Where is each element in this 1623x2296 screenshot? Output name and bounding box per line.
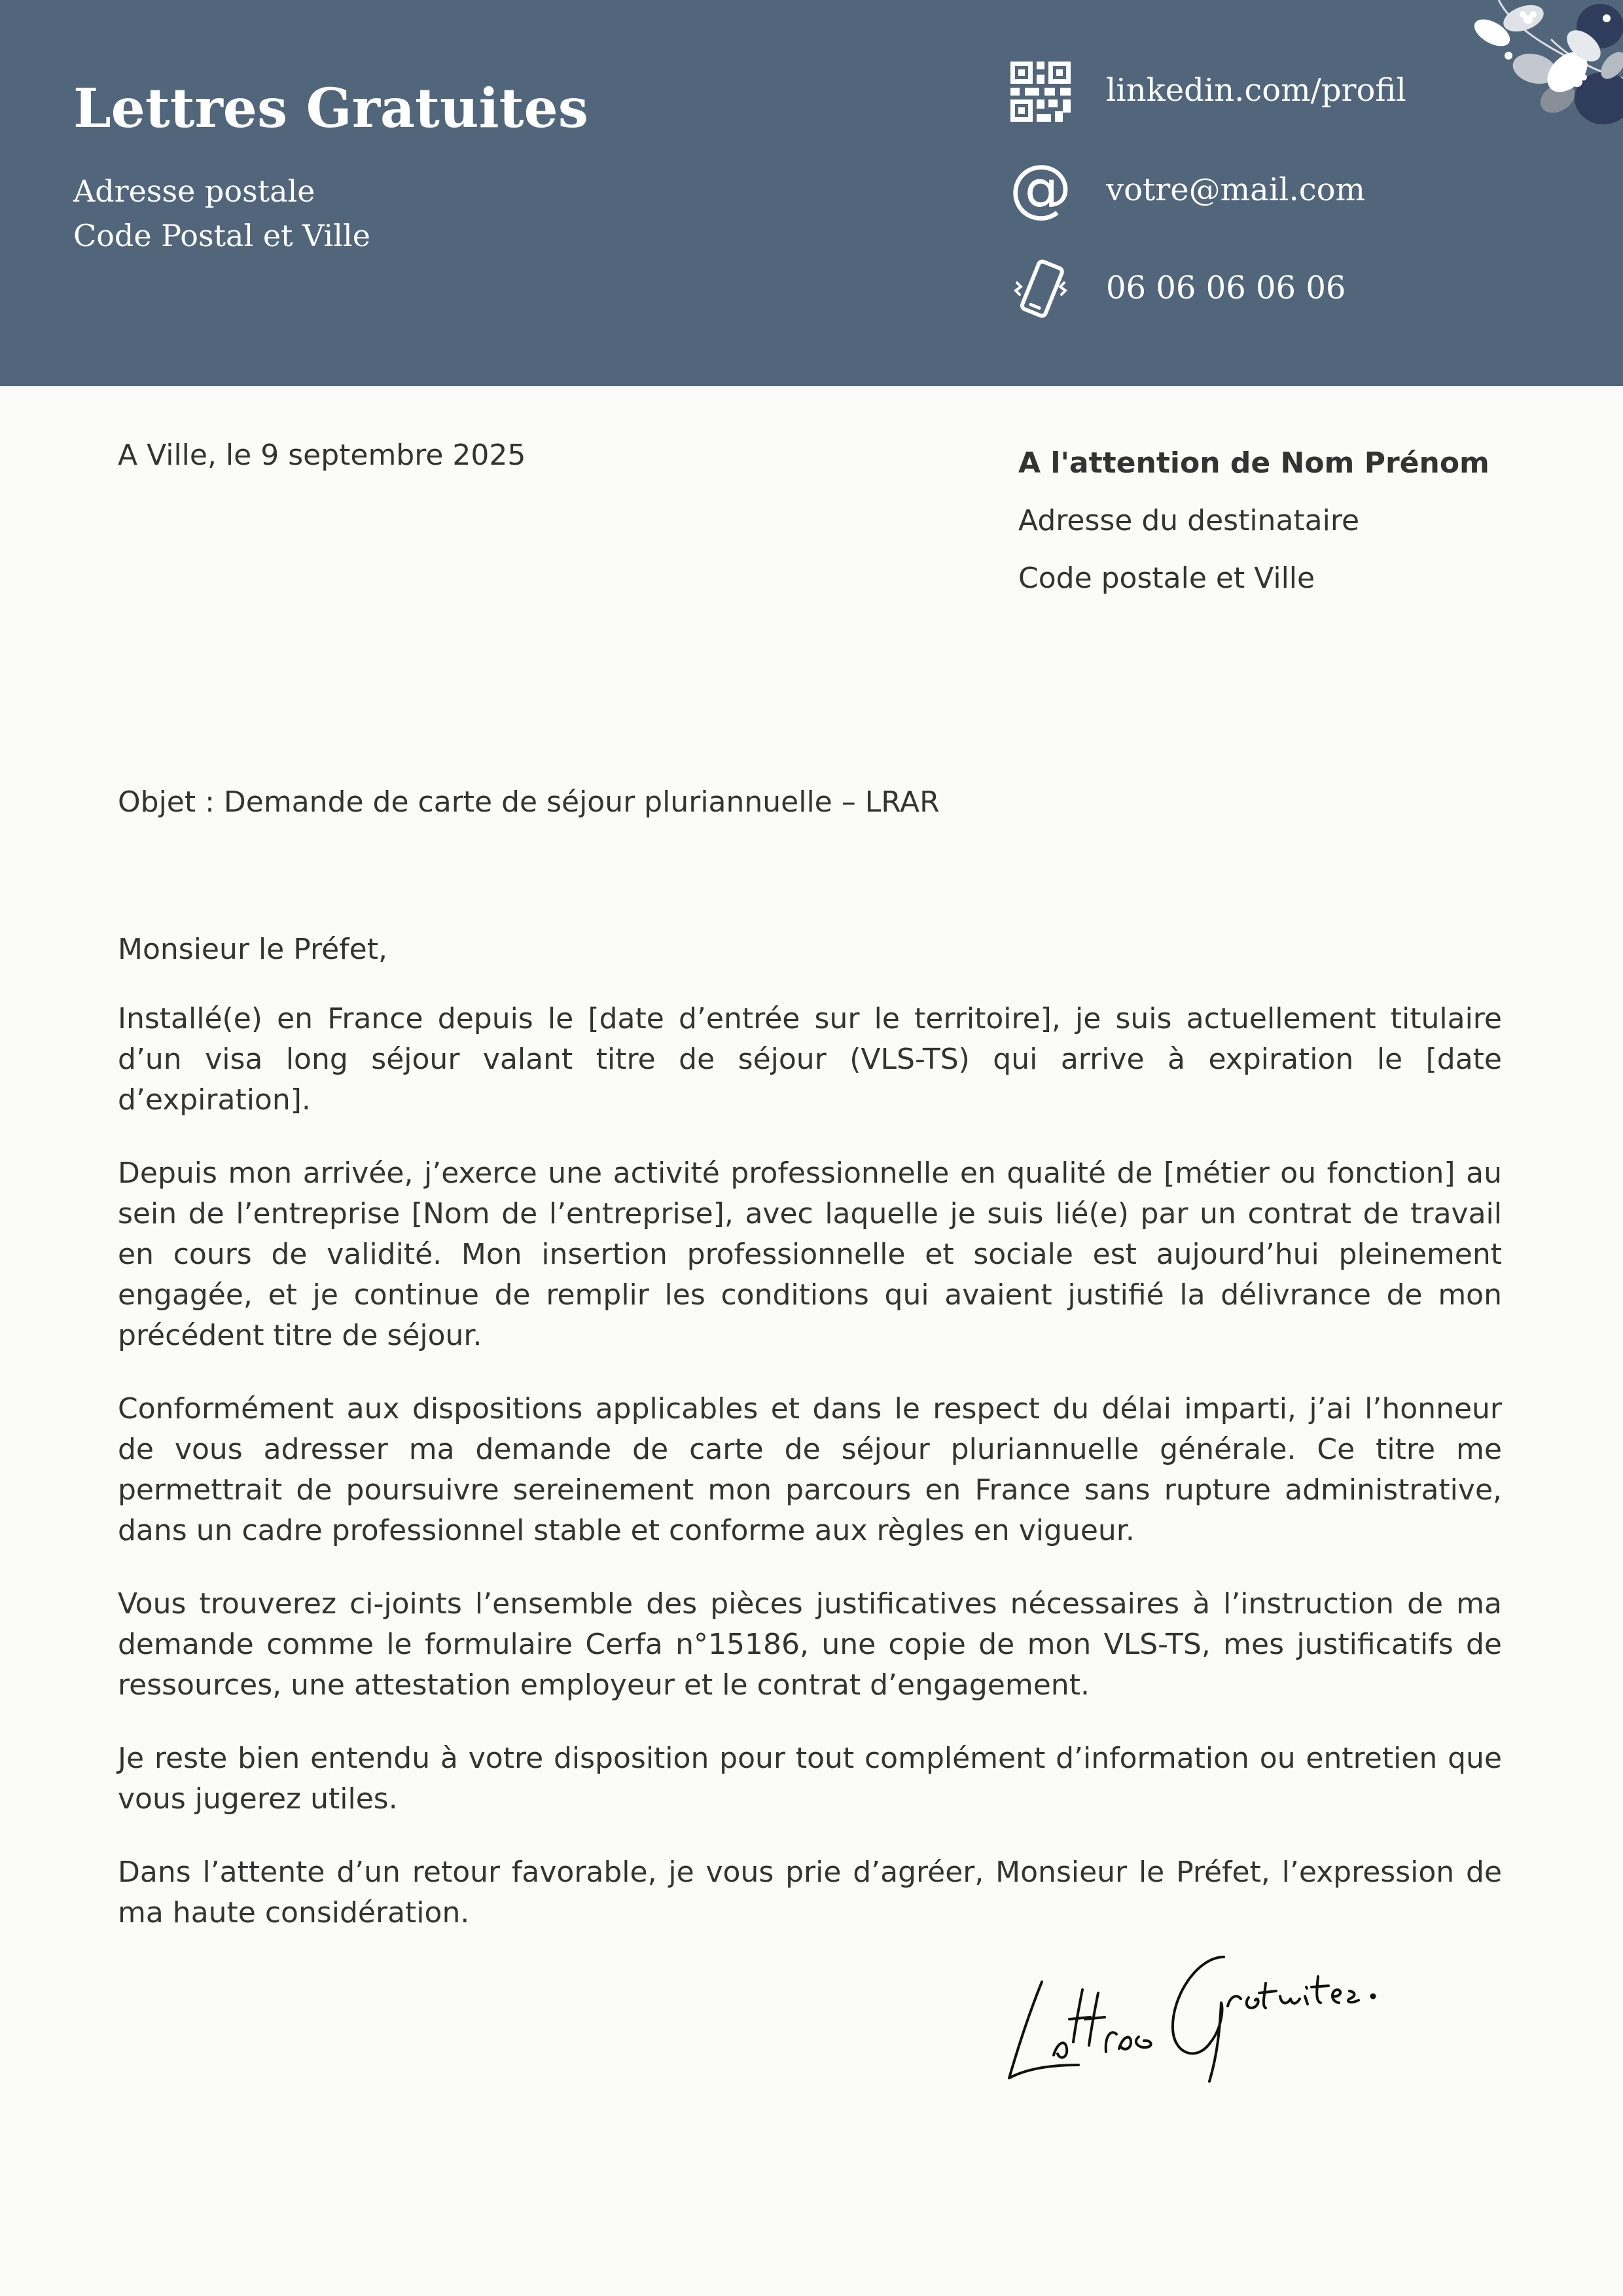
svg-text:@: @ <box>1009 158 1072 224</box>
qr-code-icon <box>1008 59 1073 124</box>
sender-city-line: Code Postal et Ville <box>73 218 370 253</box>
contact-email <box>1008 158 1466 224</box>
linkedin-text: linkedin.com/profil <box>1106 72 1406 109</box>
phone-icon <box>1008 257 1073 322</box>
at-sign-icon <box>1008 158 1073 224</box>
recipient-address: Adresse du destinataire <box>1018 504 1360 537</box>
email-text: votre@mail.com <box>1106 171 1366 208</box>
sender-address <box>73 169 370 258</box>
sender-name: Lettres Gratuites <box>73 77 588 140</box>
body-paragraph-4: Vous trouverez ci-joints l’ensemble des pièces justificatives nécessaires à l’instruction de ma demande comme le formulaire Cerfa n°15186, une copie de mon VLS-TS, mes justificatifs de ressources, une attestation employeur et le contrat d’engagement. <box>118 1587 1502 1702</box>
closing-paragraph: Dans l’attente d’un retour favorable, je vous prie d’agréer, Monsieur le Préfet, l’expression de ma haute considération. <box>118 1856 1502 1929</box>
recipient-name: A l'attention de Nom Prénom <box>1018 446 1489 480</box>
contact-phone <box>1008 257 1466 322</box>
handwritten-signature <box>1001 1931 1394 2094</box>
letter-body <box>118 929 1502 1966</box>
letter-subject: Objet : Demande de carte de séjour pluriannuelle – LRAR <box>118 785 940 819</box>
floral-decoration <box>1472 0 1623 157</box>
body-paragraph-2: Depuis mon arrivée, j’exerce une activité professionnelle en qualité de [métier ou fonction] au sein de l’entreprise [Nom de l’entreprise], avec laquelle je suis lié(e) par un contrat de travail en cours de validité. Mon insertion professionnelle et sociale est aujourd’hui pleinement engagée, et je continue de remplir les conditions qui avaient justifié la délivrance de mon précédent titre de séjour. <box>118 1157 1502 1352</box>
body-paragraph-3: Conformément aux dispositions applicables et dans le respect du délai imparti, j’ai l’honneur de vous adresser ma demande de carte de séjour pluriannuelle générale. Ce titre me permettrait de poursuivre sereinement mon parcours en France sans rupture administrative, dans un cadre professionnel stable et conforme aux règles en vigueur. <box>118 1392 1502 1547</box>
phone-text: 06 06 06 06 06 <box>1106 270 1346 306</box>
header-band <box>0 0 1623 386</box>
letter-date: A Ville, le 9 septembre 2025 <box>118 439 526 472</box>
sender-address-line1: Adresse postale <box>73 173 315 209</box>
recipient-city: Code postale et Ville <box>1018 562 1315 595</box>
contact-linkedin <box>1008 59 1466 124</box>
body-paragraph-5: Je reste bien entendu à votre disposition pour tout complément d’information ou entretien que vous jugerez utiles. <box>118 1742 1502 1816</box>
body-paragraph-1: Installé(e) en France depuis le [date d’entrée sur le territoire], je suis actuellement titulaire d’un visa long séjour valant titre de séjour (VLS-TS) qui arrive à expiration le [date d’expiration]. <box>118 1002 1502 1117</box>
recipient-block <box>1018 435 1489 607</box>
salutation: Monsieur le Préfet, <box>118 933 387 966</box>
